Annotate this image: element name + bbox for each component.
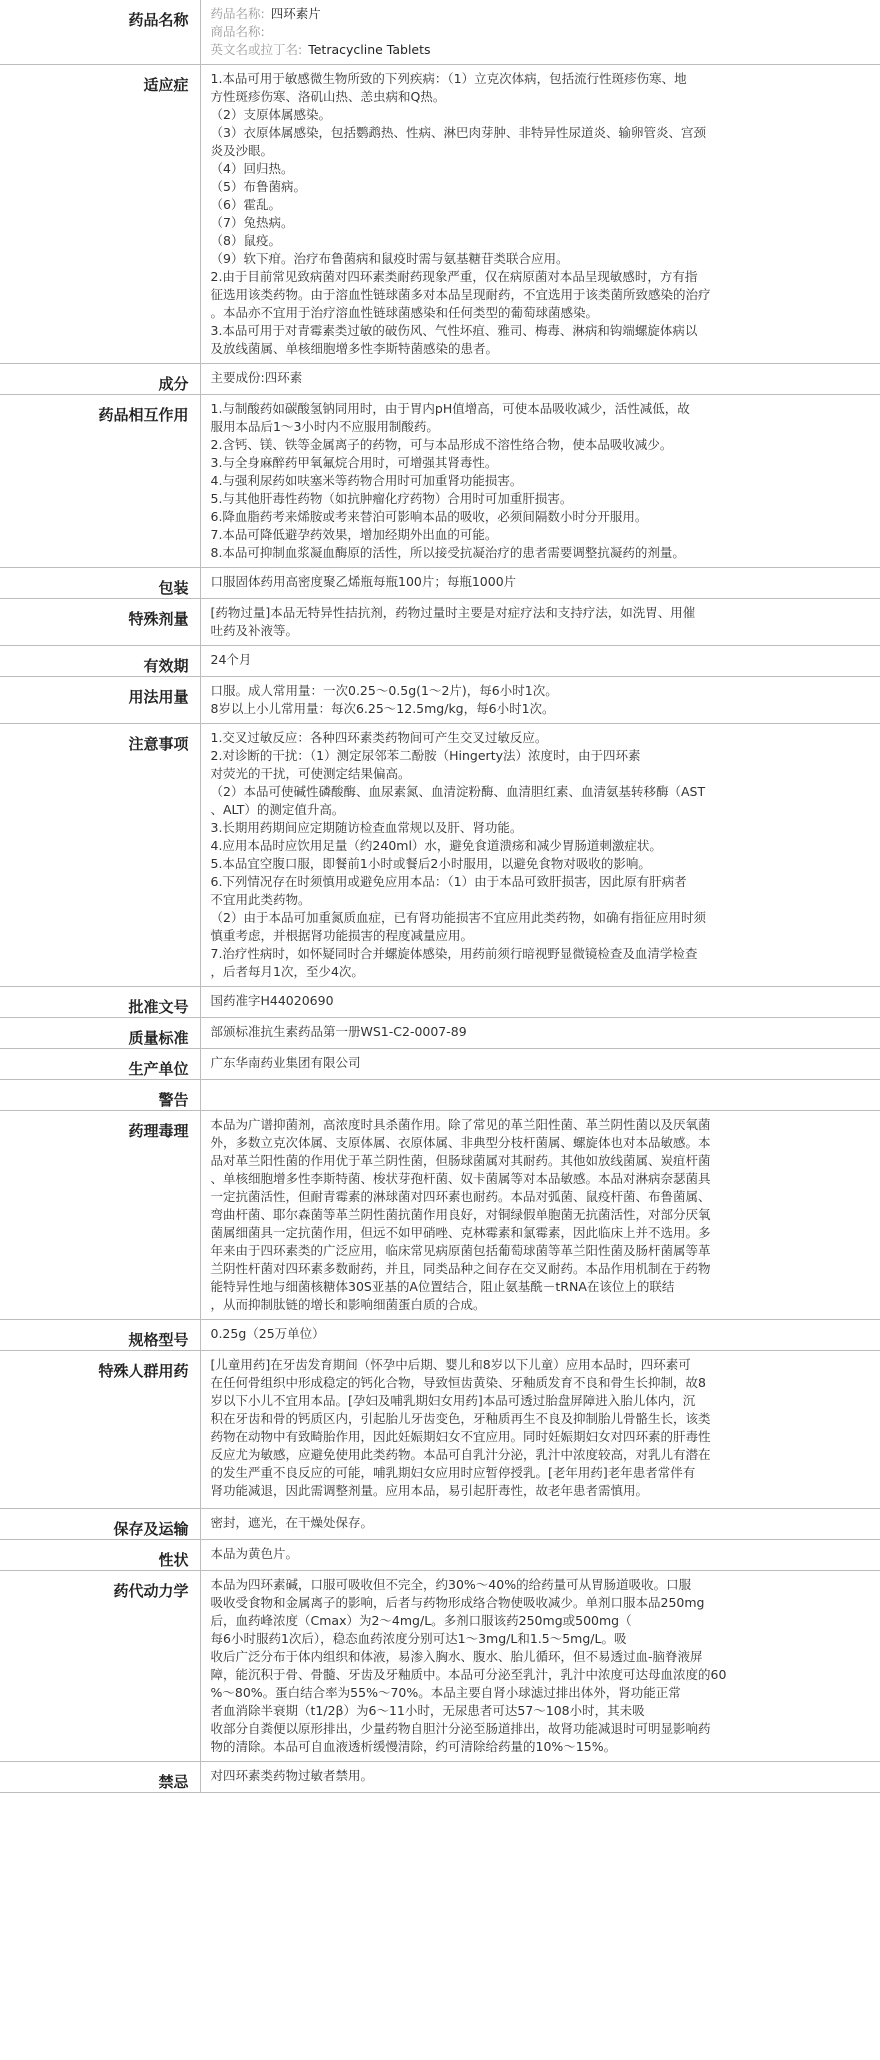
text-line: 弯曲杆菌、耶尔森菌等革兰阴性菌抗菌作用良好，对铜绿假单胞菌无抗菌活性，对部分厌氧: [210, 1207, 711, 1222]
label-pharmacokinetics: 药代动力学: [0, 1571, 200, 1762]
text-line: 口服固体药用高密度聚乙烯瓶每瓶100片；每瓶1000片: [210, 574, 517, 589]
content-indications: [200, 65, 880, 364]
text-line: 慎重考虑，并根据肾功能损害的程度减量应用。: [210, 928, 474, 943]
text-line: 4.应用本品时应饮用足量（约240ml）水，避免食道溃疡和减少胃肠道刺激症状。: [210, 838, 662, 853]
content-pharmacology-toxicology: [200, 1111, 880, 1320]
text-line: 部颁标准抗生素药品第一册WS1-C2-0007-89: [210, 1024, 467, 1039]
text-line: 7.治疗性病时，如怀疑同时合并螺旋体感染，用药前须行暗视野显微镜检查及血清学检查: [210, 946, 698, 961]
text-line: 物的清除。本品可自血液透析缓慢清除，约可清除给药量的10%～15%。: [210, 1739, 617, 1754]
row-special-dosage: [0, 599, 880, 646]
drug-name-trade-key: 商品名称:: [210, 24, 265, 39]
text-line: （2）支原体属感染。: [210, 107, 331, 122]
text-line: [儿童用药]在牙齿发育期间（怀孕中后期、婴儿和8岁以下儿童）应用本品时，四环素可: [210, 1357, 691, 1372]
row-quality-standard: [0, 1018, 880, 1049]
text-line: 密封，遮光，在干燥处保存。: [210, 1515, 374, 1530]
text-line: 0.25g（25万单位）: [210, 1326, 325, 1341]
label-indications: 适应症: [0, 65, 200, 364]
row-manufacturer: [0, 1049, 880, 1080]
text-line: 的发生严重不良反应的可能，哺乳期妇女应用时应暂停授乳。[老年用药]老年患者常伴有: [210, 1465, 696, 1480]
text-line: 主要成份:四环素: [210, 370, 303, 385]
text-line: 2.由于目前常见致病菌对四环素类耐药现象严重，仅在病原菌对本品呈现敏感时，方有指: [210, 269, 698, 284]
label-ingredients: 成分: [0, 364, 200, 395]
text-line: （4）回归热。: [210, 161, 294, 176]
label-dosage-usage: 用法用量: [0, 677, 200, 724]
content-pharmacokinetics: [200, 1571, 880, 1762]
content-contraindications: [200, 1762, 880, 1793]
text-line: 每6小时服药1次后），稳态血药浓度分别可达1～3mg/L和1.5～5mg/L。吸: [210, 1631, 627, 1646]
row-special-populations: [0, 1351, 880, 1509]
content-approval-number: [200, 987, 880, 1018]
text-line: 、单核细胞增多性李斯特菌、梭状芽孢杆菌、奴卡菌属等对本品敏感。本品对淋病奈瑟菌具: [210, 1171, 711, 1186]
content-packaging: [200, 568, 880, 599]
text-line: （9）软下疳。治疗布鲁菌病和鼠疫时需与氨基糖苷类联合应用。: [210, 251, 569, 266]
row-specification: [0, 1320, 880, 1351]
text-line: 、ALT）的测定值升高。: [210, 802, 345, 817]
content-precautions: [200, 724, 880, 987]
text-line: 积在牙齿和骨的钙质区内，引起胎儿牙齿变色，牙釉质再生不良及抑制胎儿骨骼生长，该类: [210, 1411, 711, 1426]
text-line: （2）本品可使碱性磷酸酶、血尿素氮、血清淀粉酶、血清胆红素、血清氨基转移酶（AST: [210, 784, 706, 799]
text-line: 1.本品可用于敏感微生物所致的下列疾病：（1）立克次体病，包括流行性斑疹伤寒、地: [210, 71, 687, 86]
row-warnings: [0, 1080, 880, 1111]
content-drug-name: [200, 0, 880, 65]
drug-name-generic: [211, 5, 871, 23]
content-quality-standard: [200, 1018, 880, 1049]
content-appearance: [200, 1540, 880, 1571]
text-line: 广东华南药业集团有限公司: [210, 1055, 361, 1070]
text-line: 品对革兰阳性菌的作用优于革兰阴性菌，但肠球菌属对其耐药。其他如放线菌属、炭疽杆菌: [210, 1153, 711, 1168]
drug-name-generic-value: 四环素片: [270, 6, 321, 21]
row-pharmacokinetics: [0, 1571, 880, 1762]
text-line: 不宜用此类药物。: [210, 892, 311, 907]
row-ingredients: [0, 364, 880, 395]
label-drug-interactions: 药品相互作用: [0, 395, 200, 568]
text-line: （7）兔热病。: [210, 215, 294, 230]
text-line: 收后广泛分布于体内组织和体液，易渗入胸水、腹水、胎儿循环，但不易透过血-脑脊液屏: [210, 1649, 703, 1664]
text-line: 2.含钙、镁、铁等金属离子的药物，可与本品形成不溶性络合物，使本品吸收减少。: [210, 437, 673, 452]
text-line: （6）霍乱。: [210, 197, 281, 212]
text-line: 后，血药峰浓度（Cmax）为2～4mg/L。多剂口服该药250mg或500mg（: [210, 1613, 632, 1628]
text-line: 方性斑疹伤寒、洛矶山热、恙虫病和Q热。: [210, 89, 446, 104]
row-pharmacology-toxicology: [0, 1111, 880, 1320]
label-manufacturer: 生产单位: [0, 1049, 200, 1080]
text-line: 7.本品可降低避孕药效果，增加经期外出血的可能。: [210, 527, 498, 542]
drug-name-english-key: 英文名或拉丁名:: [210, 42, 303, 57]
label-appearance: 性状: [0, 1540, 200, 1571]
text-line: 者血消除半衰期（t1/2β）为6～11小时，无尿患者可达57～108小时，其未吸: [210, 1703, 645, 1718]
label-storage-transport: 保存及运输: [0, 1509, 200, 1540]
text-line: 5.与其他肝毒性药物（如抗肿瘤化疗药物）合用时可加重肝损害。: [210, 491, 573, 506]
text-line: 1.交叉过敏反应：各种四环素类药物间可产生交叉过敏反应。: [210, 730, 548, 745]
content-special-populations: [200, 1351, 880, 1509]
text-line: 8.本品可抑制血浆凝血酶原的活性，所以接受抗凝治疗的患者需要调整抗凝药的剂量。: [210, 545, 685, 560]
text-line: 6.降血脂药考来烯胺或考来替泊可影响本品的吸收，必须间隔数小时分开服用。: [210, 509, 648, 524]
text-line: 2.对诊断的干扰：（1）测定尿邻苯二酚胺（Hingerty法）浓度时，由于四环素: [210, 748, 641, 763]
text-line: 年来由于四环素类的广泛应用，临床常见病原菌包括葡萄球菌等革兰阳性菌及肠杆菌属等革: [210, 1243, 711, 1258]
row-approval-number: [0, 987, 880, 1018]
text-line: 在任何骨组织中形成稳定的钙化合物，导致恒齿黄染、牙釉质发育不良和骨生长抑制，故8: [210, 1375, 706, 1390]
text-line: 一定抗菌活性，但耐青霉素的淋球菌对四环素也耐药。本品对弧菌、鼠疫杆菌、布鲁菌属、: [210, 1189, 711, 1204]
label-pharmacology-toxicology: 药理毒理: [0, 1111, 200, 1320]
content-dosage-usage: [200, 677, 880, 724]
text-line: （3）衣原体属感染，包括鹦鹉热、性病、淋巴肉芽肿、非特异性尿道炎、输卵管炎、宫颈: [210, 125, 706, 140]
label-packaging: 包装: [0, 568, 200, 599]
text-line: 4.与强利尿药如呋塞米等药物合用时可加重肾功能损害。: [210, 473, 523, 488]
content-special-dosage: [200, 599, 880, 646]
text-line: 炎及沙眼。: [210, 143, 274, 158]
row-drug-interactions: [0, 395, 880, 568]
text-line: 1.与制酸药如碳酸氢钠同用时，由于胃内pH值增高，可使本品吸收减少，活性减低，故: [210, 401, 690, 416]
row-indications: [0, 65, 880, 364]
text-line: 外，多数立克次体属、支原体属、衣原体属、非典型分枝杆菌属、螺旋体也对本品敏感。本: [210, 1135, 711, 1150]
drug-name-english: [211, 41, 871, 59]
row-contraindications: [0, 1762, 880, 1793]
drug-name-english-value: Tetracycline Tablets: [308, 42, 431, 57]
text-line: 吸收受食物和金属离子的影响，后者与药物形成络合物使吸收减少。单剂口服本品250mg: [210, 1595, 705, 1610]
text-line: 对荧光的干扰，可使测定结果偏高。: [210, 766, 411, 781]
row-drug-name: [0, 0, 880, 65]
text-line: 本品为黄色片。: [210, 1546, 299, 1561]
drug-name-trade: [211, 23, 871, 41]
label-warnings: 警告: [0, 1080, 200, 1111]
text-line: 3.长期用药期间应定期随访检查血常规以及肝、肾功能。: [210, 820, 523, 835]
row-dosage-usage: [0, 677, 880, 724]
content-expiry: [200, 646, 880, 677]
row-storage-transport: [0, 1509, 880, 1540]
text-line: （8）鼠疫。: [210, 233, 281, 248]
content-warnings: [200, 1080, 880, 1111]
text-line: 药物在动物中有致畸胎作用，因此妊娠期妇女不宜应用。同时妊娠期妇女对四环素的肝毒性: [210, 1429, 711, 1444]
label-specification: 规格型号: [0, 1320, 200, 1351]
row-expiry: [0, 646, 880, 677]
row-packaging: [0, 568, 880, 599]
text-line: 5.本品宜空腹口服，即餐前1小时或餐后2小时服用，以避免食物对吸收的影响。: [210, 856, 651, 871]
text-line: 肾功能减退，因此需调整剂量。应用本品，易引起肝毒性，故老年患者需慎用。: [210, 1483, 649, 1498]
text-line: 反应尤为敏感，应避免使用此类药物。本品可自乳汁分泌，乳汁中浓度较高，对乳儿有潜在: [210, 1447, 711, 1462]
text-line: 征选用该类药物。由于溶血性链球菌多对本品呈现耐药，不宜选用于该类菌所致感染的治疗: [210, 287, 711, 302]
text-line: 24个月: [210, 652, 252, 667]
text-line: 兰阴性杆菌对四环素多数耐药，并且，同类品种之间存在交叉耐药。本品作用机制在于药物: [210, 1261, 711, 1276]
text-line: 服用本品后1～3小时内不应服用制酸药。: [210, 419, 439, 434]
label-approval-number: 批准文号: [0, 987, 200, 1018]
content-ingredients: [200, 364, 880, 395]
text-line: （5）布鲁菌病。: [210, 179, 306, 194]
label-precautions: 注意事项: [0, 724, 200, 987]
text-line: 能特异性地与细菌核糖体30S亚基的A位置结合，阻止氨基酰－tRNA在该位上的联结: [210, 1279, 675, 1294]
text-line: [药物过量]本品无特异性拮抗剂，药物过量时主要是对症疗法和支持疗法，如洗胃、用催: [210, 605, 696, 620]
text-line: 菌属细菌具一定抗菌作用，但远不如甲硝唑、克林霉素和氯霉素，因此临床上并不选用。多: [210, 1225, 711, 1240]
label-drug-name: 药品名称: [0, 0, 200, 65]
text-line: （2）由于本品可加重氮质血症，已有肾功能损害不宜应用此类药物，如确有指征应用时须: [210, 910, 706, 925]
row-appearance: [0, 1540, 880, 1571]
label-special-populations: 特殊人群用药: [0, 1351, 200, 1509]
label-contraindications: 禁忌: [0, 1762, 200, 1793]
text-line: 国药准字H44020690: [210, 993, 334, 1008]
text-line: 收部分自粪便以原形排出，少量药物自胆汁分泌至肠道排出，故肾功能减退时可明显影响药: [210, 1721, 711, 1736]
drug-name-generic-key: 药品名称:: [210, 6, 265, 21]
text-line: ，后者每月1次，至少4次。: [210, 964, 364, 979]
text-line: 。本品亦不宜用于治疗溶血性链球菌感染和任何类型的葡萄球菌感染。: [210, 305, 599, 320]
text-line: 3.本品可用于对青霉素类过敏的破伤风、气性坏疽、雅司、梅毒、淋病和钩端螺旋体病以: [210, 323, 698, 338]
text-line: 本品为四环素碱，口服可吸收但不完全，约30%～40%的给药量可从胃肠道吸收。口服: [210, 1577, 692, 1592]
label-quality-standard: 质量标准: [0, 1018, 200, 1049]
text-line: 对四环素类药物过敏者禁用。: [210, 1768, 374, 1783]
text-line: 8岁以上小儿常用量：每次6.25～12.5mg/kg，每6小时1次。: [210, 701, 555, 716]
label-special-dosage: 特殊剂量: [0, 599, 200, 646]
content-specification: [200, 1320, 880, 1351]
text-line: 6.下列情况存在时须慎用或避免应用本品：（1）由于本品可致肝损害，因此原有肝病者: [210, 874, 687, 889]
text-line: 本品为广谱抑菌剂，高浓度时具杀菌作用。除了常见的革兰阳性菌、革兰阴性菌以及厌氧菌: [210, 1117, 711, 1132]
text-line: 及放线菌属、单核细胞增多性李斯特菌感染的患者。: [210, 341, 499, 356]
content-drug-interactions: [200, 395, 880, 568]
text-line: ，从而抑制肽链的增长和影响细菌蛋白质的合成。: [210, 1297, 486, 1312]
content-storage-transport: [200, 1509, 880, 1540]
text-line: 岁以下小儿不宜用本品。[孕妇及哺乳期妇女用药]本品可透过胎盘屏障进入胎儿体内，沉: [210, 1393, 696, 1408]
text-line: 障，能沉积于骨、骨髓、牙齿及牙釉质中。本品可分泌至乳汁，乳汁中浓度可达母血浓度的60: [210, 1667, 727, 1682]
row-precautions: [0, 724, 880, 987]
content-manufacturer: [200, 1049, 880, 1080]
text-line: %～80%。蛋白结合率为55%～70%。本品主要自肾小球滤过排出体外，肾功能正常: [210, 1685, 681, 1700]
text-line: 3.与全身麻醉药甲氧氟烷合用时，可增强其肾毒性。: [210, 455, 498, 470]
text-line: 吐药及补液等。: [210, 623, 299, 638]
text-line: 口服。成人常用量：一次0.25～0.5g(1～2片)，每6小时1次。: [210, 683, 558, 698]
label-expiry: 有效期: [0, 646, 200, 677]
